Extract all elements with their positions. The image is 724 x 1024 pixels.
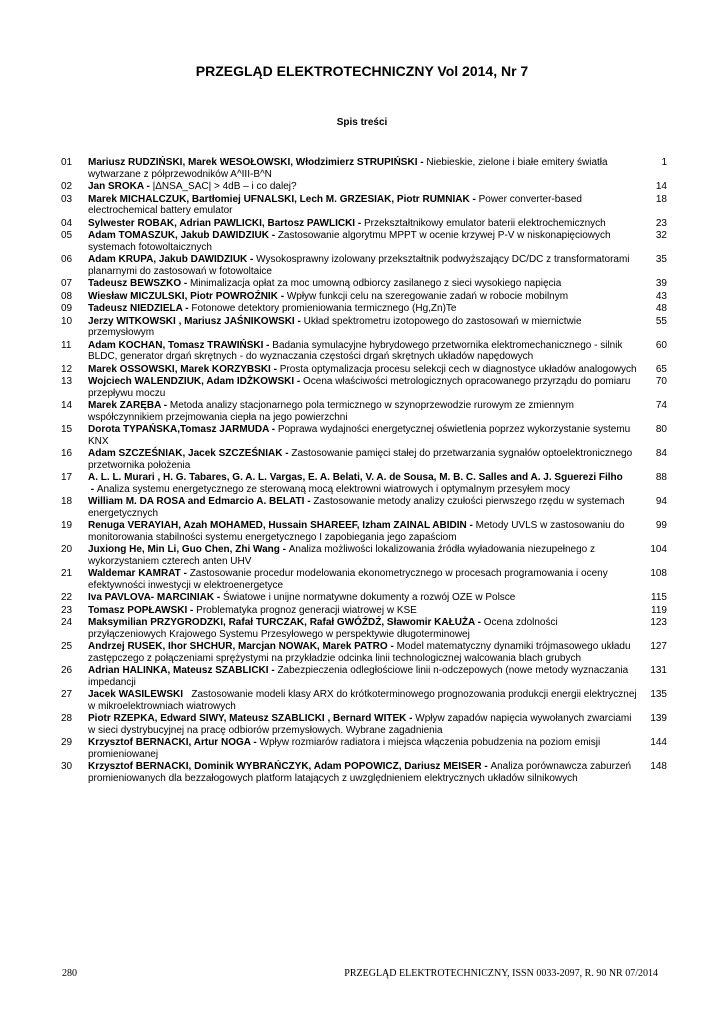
entry-authors: Tadeusz BEWSZKO <box>88 278 182 289</box>
entry-title: Ocena zdolności przyłączeniowych Krajowego Systemu Przesyłowego w perspektywie długoterminowej <box>88 617 558 640</box>
entry-separator: - <box>279 544 289 555</box>
entry-content <box>88 568 637 591</box>
entry-authors: Marek OSSOWSKI, Marek KORZYBSKI <box>88 363 271 375</box>
entry-separator: - <box>143 181 153 192</box>
entry-page: 84 <box>655 448 667 459</box>
entry-page: 74 <box>655 400 667 411</box>
toc-entry <box>61 689 667 712</box>
entry-authors: Tadeusz NIEDZIELA <box>88 303 183 314</box>
entry-title: Minimalizacja opłat za moc umowną odbiorcy zasilanego z sieci wysokiego napięcia <box>190 278 562 289</box>
toc-entry <box>61 316 667 339</box>
entry-content <box>88 254 637 277</box>
entry-separator: - <box>88 483 97 495</box>
entry-separator: - <box>160 400 170 411</box>
entry-page: 135 <box>650 689 667 700</box>
entry-title: Problematyka prognoz generacji wiatrowej w KSE <box>196 604 417 616</box>
entry-page: 18 <box>655 193 667 205</box>
entry-page: 39 <box>655 278 667 289</box>
entry-separator: - <box>247 254 257 265</box>
entry-separator: - <box>214 592 224 603</box>
entry-content <box>88 157 637 180</box>
entry-page: 139 <box>650 713 667 724</box>
entry-page: 108 <box>650 568 667 579</box>
entry-authors: Adam KRUPA, Jakub DAWIDZIUK <box>88 254 248 265</box>
entry-content <box>88 544 637 567</box>
toc-entry <box>61 424 667 447</box>
entry-title: Zastosowanie modeli klasy ARX do krótkoterminowego prognozowania produkcji energii elektrycznej w mikroelektrowniach wiatrowych <box>88 689 637 712</box>
toc-entry <box>61 194 667 217</box>
toc-entry <box>61 665 667 688</box>
toc-entry <box>61 496 667 519</box>
entry-authors: Marek ZARĘBA <box>88 400 161 411</box>
entry-authors: Dorota TYPAŃSKA,Tomasz JARMUDA <box>88 424 269 435</box>
entry-title: Zastosowanie metody analizy czułości pierwszego rzędu w systemach energetycznych <box>88 496 625 519</box>
entry-title: Wpływ funkcji celu na szeregowanie zadań w robocie mobilnym <box>286 290 569 302</box>
toc-entry <box>61 303 667 315</box>
entry-title: Zabezpieczenia odległościowe linii n-odczepowych (nowe metody wyznaczania impedancji <box>88 665 629 688</box>
entry-title: Zastosowanie algorytmu MPPT w ocenie krzywej P-V w niskonapięciowych systemach fotowoltaicznych <box>88 230 611 253</box>
entry-page: 70 <box>655 376 667 387</box>
entry-number: 09 <box>61 303 73 314</box>
entry-content <box>88 641 637 664</box>
entry-content <box>88 181 637 193</box>
entry-page: 119 <box>651 604 667 616</box>
entry-separator: - <box>417 157 427 168</box>
entry-number: 27 <box>61 689 73 700</box>
entry-authors: Wojciech WALENDZIUK, Adam IDŻKOWSKI <box>88 376 295 387</box>
entry-number: 07 <box>61 278 73 289</box>
entry-title: Power converter-based electrochemical battery emulator <box>88 193 582 216</box>
entry-title: Niebieskie, zielone i białe emitery światła wytwarzane z półprzewodników A^III-B^N <box>88 157 608 180</box>
entry-separator: - <box>182 303 192 314</box>
toc-entry <box>61 230 667 253</box>
entry-page: 123 <box>650 617 667 628</box>
entry-content <box>88 605 637 617</box>
footer-journal-info: PRZEGLĄD ELEKTROTECHNICZNY, ISSN 0033-2097, R. 90 NR 07/2014 <box>344 968 658 979</box>
entry-content <box>88 472 637 495</box>
entry-title: Prosta optymalizacja procesu selekcji cech w diagnostyce układów analogowych <box>279 363 637 375</box>
entry-page: 99 <box>655 520 667 531</box>
entry-separator: - <box>387 641 397 652</box>
entry-authors: Tomasz POPŁAWSKI <box>88 604 188 616</box>
entry-number: 04 <box>61 217 73 229</box>
journal-title: PRZEGLĄD ELEKTROTECHNICZNY Vol 2014, Nr 7 <box>195 63 529 79</box>
entry-authors: Jacek WASILEWSKI <box>88 689 184 700</box>
entry-page: 144 <box>650 737 667 748</box>
entry-separator: - <box>250 737 260 748</box>
entry-authors: Adam KOCHAN, Tomasz TRAWIŃSKI <box>88 339 264 351</box>
entry-content <box>88 291 637 303</box>
entry-number: 14 <box>61 400 73 411</box>
entry-separator: - <box>406 713 416 724</box>
entry-title: Poprawa wydajności energetycznej oświetlenia poprzez wykorzystanie systemu KNX <box>88 424 631 447</box>
entry-authors: Krzysztof BERNACKI, Dominik WYBRAŃCZYK, Adam POPOWICZ, Dariusz MEISER <box>88 761 482 772</box>
toc-entry <box>61 737 667 760</box>
entry-separator: - <box>263 339 273 351</box>
entry-number: 13 <box>61 376 73 387</box>
entry-separator: - <box>187 604 197 616</box>
entry-authors: Iva PAVLOVA- MARCINIAK <box>88 592 215 603</box>
entry-authors: Krzysztof BERNACKI, Artur NOGA <box>88 737 251 748</box>
entry-number: 05 <box>61 230 73 241</box>
entry-separator: - <box>294 315 304 327</box>
entry-number: 28 <box>61 713 73 724</box>
entry-separator: - <box>304 496 314 507</box>
entry-separator: - <box>294 376 304 387</box>
entry-content <box>88 218 637 230</box>
entry-content <box>88 376 637 399</box>
toc-entry <box>61 544 667 567</box>
entry-authors: Mariusz RUDZIŃSKI, Marek WESOŁOWSKI, Włodzimierz STRUPIŃSKI <box>88 157 418 168</box>
entry-number: 16 <box>61 448 73 459</box>
entry-number: 19 <box>61 520 73 531</box>
entry-page: 60 <box>655 339 667 351</box>
entry-title: Ocena właściwości metrologicznych opracowanego przyrządu do pomiaru przepływu moczu <box>88 376 631 399</box>
entry-content <box>88 278 637 290</box>
entry-number: 26 <box>61 665 73 676</box>
entry-authors: Adrian HALINKA, Mateusz SZABLICKI <box>88 665 269 676</box>
entry-page: 88 <box>655 472 667 483</box>
entry-separator: - <box>469 193 479 205</box>
entry-page: 80 <box>655 424 667 435</box>
toc-entry <box>61 605 667 617</box>
toc-entry <box>61 218 667 230</box>
entry-number: 06 <box>61 254 73 265</box>
entry-separator: - <box>270 363 280 375</box>
entry-title: Zastosowanie pamięci stałej do przetwarzania sygnałów optoelektronicznego przetwornika położenia <box>88 448 633 471</box>
entry-title: Analiza możliwości lokalizowania źródła wyładowania niezupełnego z wykorzystaniem czterech anten UHV <box>88 544 596 567</box>
entry-title: Analiza systemu energetycznego ze sterowaną mocą elektrowni wiatrowych i optymalnym przesyłem mocy <box>96 483 570 495</box>
entry-content <box>88 448 637 471</box>
toc-entry <box>61 278 667 290</box>
entry-content <box>88 689 637 712</box>
entry-content <box>88 761 637 784</box>
entry-content <box>88 496 637 519</box>
entry-title: |ΔNSA_SAC| > 4dB – i co dalej? <box>152 181 297 192</box>
entry-authors: Marek MICHALCZUK, Bartłomiej UFNALSKI, Lech M. GRZESIAK, Piotr RUMNIAK <box>88 193 470 205</box>
entry-title: Model matematyczny dynamiki trójmasowego układu zastępczego z połączeniami sprężystymi na przykładzie odcinka linii technologicznej walcowania blach grubych <box>88 641 631 664</box>
entry-page: 32 <box>655 230 667 241</box>
entry-number: 29 <box>61 737 73 748</box>
entry-title: Fotonowe detektory promieniowania termicznego (Hg,Zn)Te <box>191 303 457 314</box>
entry-title: Układ spektrometru izotopowego do zastosowań w miernictwie przemysłowym <box>88 315 582 338</box>
entry-authors: Jan SROKA <box>88 181 144 192</box>
toc-entry <box>61 157 667 180</box>
entry-number: 03 <box>61 193 73 205</box>
entry-page: 131 <box>650 665 667 676</box>
entry-number: 12 <box>61 363 73 375</box>
entry-page: 23 <box>655 217 667 229</box>
toc-entry <box>61 520 667 543</box>
entry-page: 94 <box>655 496 667 507</box>
toc-entry <box>61 364 667 376</box>
entry-page: 43 <box>655 290 667 302</box>
entry-authors: William M. DA ROSA and Edmarcio A. BELATI <box>88 496 305 507</box>
toc-entry <box>61 181 667 193</box>
entry-number: 11 <box>61 339 72 351</box>
entry-authors: A. L. L. Murari , H. G. Tabares, G. A. L. Vargas, E. A. Belati, V. A. de Sousa, M. B. C. Salles and A. J. Sguerezi Filho <box>88 472 623 483</box>
entry-title: Przekształtnikowy emulator baterii elektrochemicznych <box>363 217 606 229</box>
entry-separator: - <box>268 665 278 676</box>
entry-number: 23 <box>61 604 73 616</box>
entry-content <box>88 340 637 363</box>
entry-content <box>88 400 637 423</box>
entry-number: 10 <box>61 315 73 327</box>
toc-entry <box>61 592 667 604</box>
entry-title: Zastosowanie procedur modelowania ekonometrycznego w procesach programowania i oceny efektywności inwestycji w elektroenergetyce <box>88 568 608 591</box>
entry-authors: Waldemar KAMRAT <box>88 568 181 579</box>
entry-authors: Renuga VERAYIAH, Azah MOHAMED, Hussain SHAREEF, Izham ZAINAL ABIDIN <box>88 520 467 531</box>
entry-separator: - <box>466 520 476 531</box>
entry-number: 25 <box>61 641 73 652</box>
toc-entry <box>61 400 667 423</box>
entry-page: 65 <box>655 363 667 375</box>
entry-number: 08 <box>61 290 73 302</box>
toc-entry <box>61 641 667 664</box>
entry-number: 02 <box>61 181 73 192</box>
entry-page: 48 <box>655 303 667 314</box>
entry-authors: Adam SZCZEŚNIAK, Jacek SZCZEŚNIAK <box>88 448 283 459</box>
entry-page: 115 <box>651 592 667 603</box>
table-of-contents <box>61 157 667 785</box>
entry-content <box>88 617 637 640</box>
toc-entry <box>61 713 667 736</box>
entry-number: 21 <box>61 568 73 579</box>
footer-page-number: 280 <box>62 968 77 979</box>
toc-entry <box>61 472 667 495</box>
entry-page: 148 <box>650 761 667 772</box>
entry-separator: - <box>180 568 190 579</box>
entry-number: 30 <box>61 761 73 772</box>
entry-separator: - <box>181 278 191 289</box>
entry-content <box>88 713 637 736</box>
entry-title: Wpływ rozmiarów radiatora i miejsca włączenia pobudzenia na poziom emisji promieniowanej <box>88 737 601 760</box>
entry-content <box>88 520 637 543</box>
toc-entry <box>61 617 667 640</box>
entry-number: 18 <box>61 496 73 507</box>
entry-content <box>88 737 637 760</box>
entry-page: 35 <box>655 254 667 265</box>
toc-entry <box>61 761 667 784</box>
entry-content <box>88 230 637 253</box>
entry-page: 127 <box>650 641 667 652</box>
entry-content <box>88 316 637 339</box>
entry-number: 24 <box>61 617 73 628</box>
toc-entry <box>61 376 667 399</box>
entry-content <box>88 592 637 604</box>
entry-separator: - <box>268 424 278 435</box>
entry-title: Wpływ zapadów napięcia wywołanych zwarciami w sieci dystrybucyjnej na pracę odbiorów przemysłowych. Wybrane zagadnienia <box>88 713 632 736</box>
entry-number: 20 <box>61 544 73 555</box>
entry-content <box>88 194 637 217</box>
entry-authors: Piotr RZEPKA, Edward SIWY, Mateusz SZABLICKI , Bernard WITEK <box>88 713 407 724</box>
entry-number: 15 <box>61 424 73 435</box>
entry-number: 22 <box>61 592 73 603</box>
entry-content <box>88 303 637 315</box>
entry-page: 104 <box>650 544 667 555</box>
entry-title: Światowe i unijne normatywne dokumenty a rozwój OZE w Polsce <box>223 592 516 603</box>
toc-entry <box>61 448 667 471</box>
entry-number: 17 <box>61 472 73 483</box>
entry-page: 1 <box>661 157 667 168</box>
entry-separator: - <box>277 290 287 302</box>
entry-content <box>88 665 637 688</box>
entry-separator: - <box>481 761 491 772</box>
toc-entry <box>61 340 667 363</box>
toc-heading: Spis treści <box>336 117 388 128</box>
entry-authors: Maksymilian PRZYGRODZKI, Rafał TURCZAK, Rafał GWÓŹDŹ, Sławomir KAŁUŻA <box>88 617 475 628</box>
entry-separator: - <box>355 217 364 229</box>
entry-content <box>88 364 637 376</box>
entry-page: 55 <box>655 315 667 327</box>
toc-entry <box>61 291 667 303</box>
entry-authors: Wiesław MICZULSKI, Piotr POWROŹNIK <box>88 290 278 302</box>
entry-title: Analiza porównawcza zaburzeń promieniowanych dla bezzałogowych platform latających z uwzględnieniem elektrycznych układów silnikowych <box>88 761 632 784</box>
toc-entry <box>61 254 667 277</box>
entry-title: Metoda analizy stacjonarnego pola termicznego w szynoprzewodzie rurowym ze zmiennym współczynnikiem przejmowania ciepła na jego powierzchni <box>88 400 574 423</box>
entry-separator: - <box>268 230 278 241</box>
entry-separator: - <box>474 617 484 628</box>
entry-authors: Juxiong He, Min Li, Guo Chen, Zhi Wang <box>88 544 280 555</box>
entry-authors: Sylwester ROBAK, Adrian PAWLICKI, Bartosz PAWLICKI <box>88 217 356 229</box>
entry-authors: Adam TOMASZUK, Jakub DAWIDZIUK <box>88 230 269 241</box>
entry-content <box>88 424 637 447</box>
entry-number: 01 <box>61 157 73 168</box>
entry-authors: Jerzy WITKOWSKI , Mariusz JAŚNIKOWSKI <box>88 315 295 327</box>
entry-title: Badania symulacyjne hybrydowego przetwornika elektromechanicznego - silnik BLDC, generator drgań skrętnych - do wyznaczania częstości drgań skrętnych układów napędowych <box>88 339 623 362</box>
toc-entry <box>61 568 667 591</box>
entry-separator: - <box>282 448 292 459</box>
entry-title: Metody UVLS w zastosowaniu do monitorowania stabilności systemu energetycznego I zapobiegania jego zapaściom <box>88 520 625 543</box>
entry-title: Wysokosprawny izolowany przekształtnik podwyższający DC/DC z transformatorami planarnymi do zastosowań w fotowoltaice <box>88 254 630 277</box>
entry-page: 14 <box>655 181 667 192</box>
entry-authors: Andrzej RUSEK, Ihor SHCHUR, Marcjan NOWAK, Marek PATRO <box>88 641 388 652</box>
